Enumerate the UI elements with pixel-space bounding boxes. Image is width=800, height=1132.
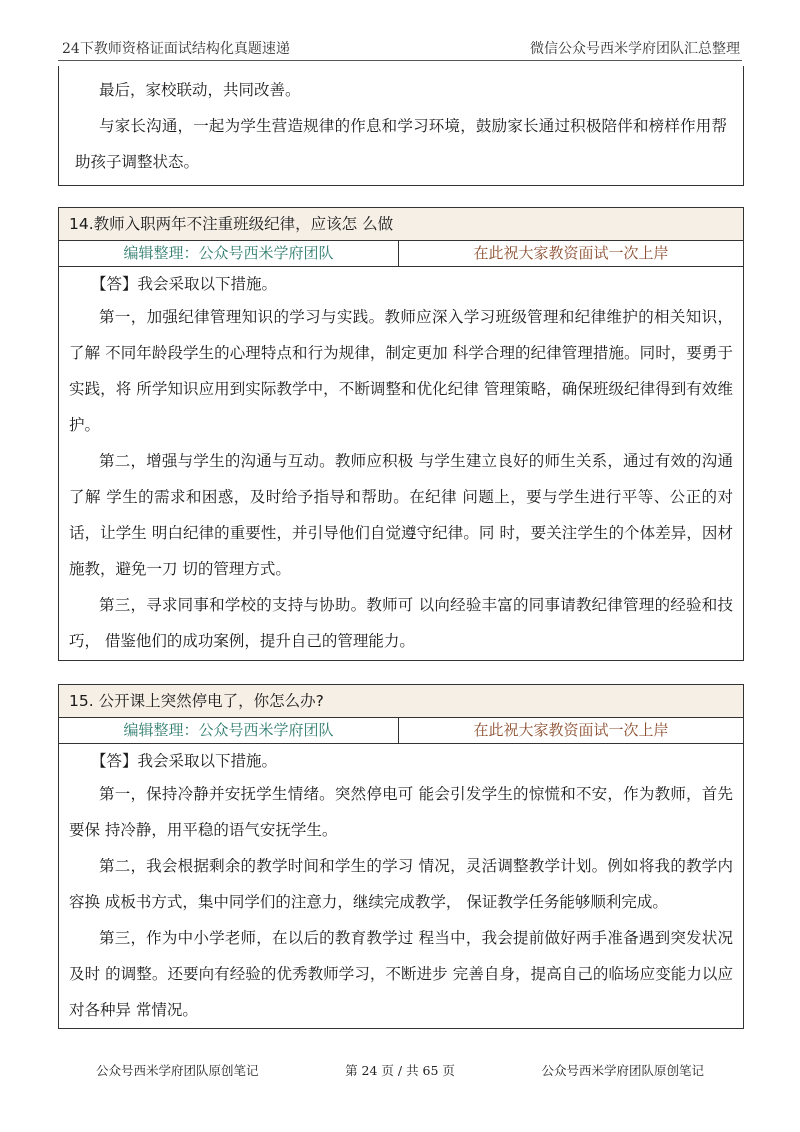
answer-intro: 【答】我会采取以下措施。 [91, 275, 278, 293]
header-divider [58, 60, 742, 61]
header-source: 微信公众号西米学府团队汇总整理 [530, 41, 740, 57]
answer-body [59, 744, 743, 1028]
answer-body [59, 267, 743, 659]
blessing-text: 在此祝大家教资面试一次上岸 [473, 244, 669, 262]
paragraph: 第一，加强纪律管理知识的学习与实践。教师应深入学习班级管理和纪律维护的相关知识，了解 不同年龄段学生的心理特点和行为规律，制定更加 科学合理的纪律管理措施。同时，要勇于实践，将 所学知识应用到实际教学中，不断调整和优化纪律 管理策略，确保班级纪律得到有效维护。 [69, 308, 733, 434]
paragraph: 第一，保持冷静并安抚学生情绪。突然停电可 能会引发学生的惊慌和不安，作为教师，首先要保 持冷静，用平稳的语气安抚学生。 [69, 785, 733, 839]
editor-credit: 编辑整理：公众号西米学府团队 [59, 718, 399, 743]
blessing-text: 在此祝大家教资面试一次上岸 [473, 721, 669, 739]
page-number: 第 24 页 / 共 65 页 [345, 1063, 455, 1078]
paragraph: 第三，寻求同事和学校的支持与协助。教师可 以向经验丰富的同事请教纪律管理的经验和技巧， 借鉴他们的成功案例，提升自己的管理能力。 [69, 596, 733, 650]
footer-left-note: 公众号西米学府团队原创笔记 [96, 1063, 259, 1078]
question-15-box [58, 684, 744, 1029]
paragraph: 第二，我会根据剩余的教学时间和学生的学习 情况，灵活调整教学计划。例如将我的教学内容换 成板书方式，集中同学们的注意力，继续完成教学， 保证教学任务能够顺利完成。 [69, 857, 733, 911]
question-title: 14.教师入职两年不注重班级纪律，应该怎 么做 [59, 208, 743, 241]
paragraph: 第三，作为中小学老师，在以后的教育教学过 程当中，我会提前做好两手准备遇到突发状况及时 的调整。还要向有经验的优秀教师学习，不断进步 完善自身，提高自己的临场应变能力以应对各种异 常情况。 [69, 929, 733, 1019]
question-meta-row [59, 718, 743, 744]
question-14-box [58, 207, 744, 661]
question-title: 15. 公开课上突然停电了，你怎么办? [59, 685, 743, 718]
continuation-box [58, 66, 744, 186]
paragraph: 最后，家校联动，共同改善。 [99, 81, 301, 99]
question-meta-row [59, 241, 743, 267]
footer-right-note: 公众号西米学府团队原创笔记 [541, 1063, 704, 1078]
paragraph: 与家长沟通，一起为学生营造规律的作息和学习环境，鼓励家长通过积极陪伴和榜样作用帮助孩子调整状态。 [75, 117, 727, 171]
answer-intro: 【答】我会采取以下措施。 [91, 752, 278, 770]
paragraph: 第二，增强与学生的沟通与互动。教师应积极 与学生建立良好的师生关系，通过有效的沟通了解 学生的需求和困惑，及时给予指导和帮助。在纪律 问题上，要与学生进行平等、公正的对话，让学生 明白纪律的重要性，并引导他们自觉遵守纪律。同 时，要关注学生的个体差异，因材施教，避免一刀 切的管理方式。 [69, 452, 733, 578]
header-doc-title: 24下教师资格证面试结构化真题速递 [62, 41, 290, 57]
editor-credit: 编辑整理：公众号西米学府团队 [59, 241, 399, 266]
